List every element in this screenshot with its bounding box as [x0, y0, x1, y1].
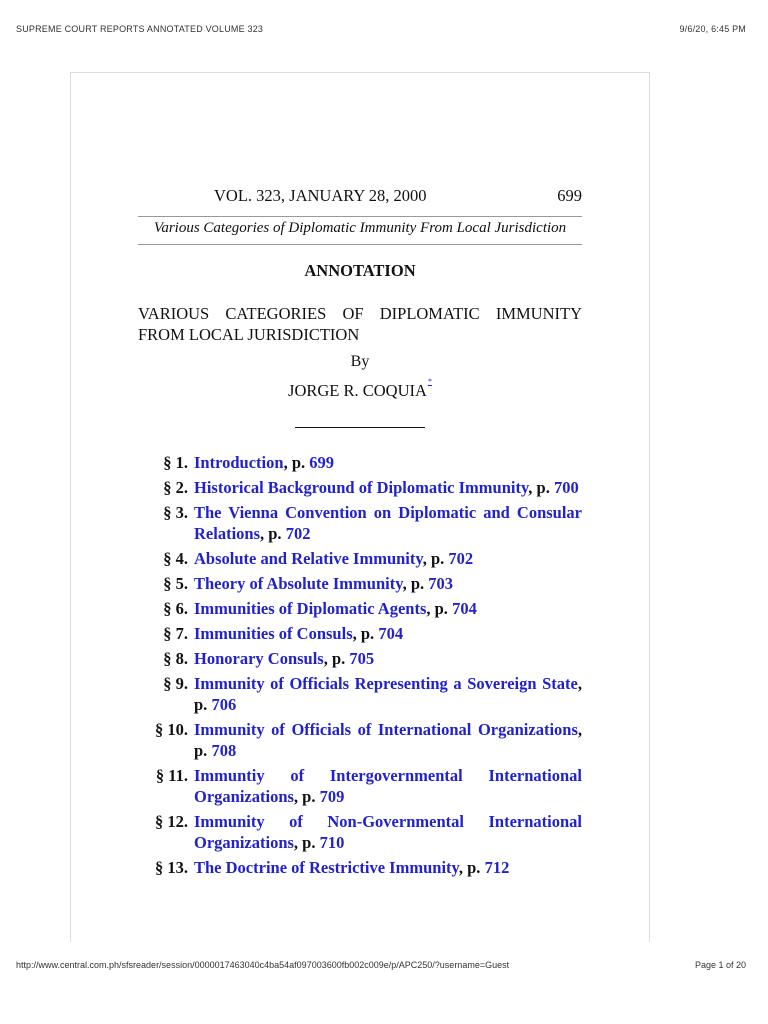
toc-page-link[interactable]: 702: [285, 524, 311, 543]
toc-section-number: § 4.: [163, 549, 188, 568]
toc-title-link[interactable]: Immunities of Consuls: [194, 624, 353, 643]
toc-entry: [194, 598, 582, 619]
running-head: [138, 186, 582, 206]
toc-page-link[interactable]: 699: [309, 453, 334, 472]
toc-title-link[interactable]: Historical Background of Diplomatic Immunity: [194, 478, 529, 497]
toc-page-label: , p.: [422, 549, 445, 568]
toc-item: [138, 623, 582, 644]
toc-section-number: § 7.: [163, 624, 188, 643]
toc-page-label: , p.: [260, 524, 282, 543]
toc-entry: [194, 719, 582, 761]
toc-page-link[interactable]: 700: [553, 478, 579, 497]
toc-page-link[interactable]: 705: [349, 649, 375, 668]
document-content: [138, 186, 582, 882]
toc-title-link[interactable]: Theory of Absolute Immunity: [194, 574, 403, 593]
toc-page-link[interactable]: 706: [211, 695, 237, 714]
toc-title-link[interactable]: Introduction: [194, 453, 284, 472]
toc-title-link[interactable]: Absolute and Relative Immunity: [194, 549, 423, 568]
toc-title-link[interactable]: Immunity of Officials of International Organizations: [194, 720, 578, 739]
toc-page-label: , p.: [194, 720, 582, 760]
annotation-title: VARIOUS CATEGORIES OF DIPLOMATIC IMMUNITY FROM LOCAL JURISDICTION: [138, 304, 582, 344]
toc-title-link[interactable]: Immuntiy of Intergovernmental International Organizations: [194, 766, 582, 806]
print-header: [16, 24, 746, 34]
toc-section-number: § 1.: [163, 453, 188, 472]
toc-title-link[interactable]: The Vienna Convention on Diplomatic and Consular Relations: [194, 503, 582, 543]
print-footer: [16, 960, 746, 970]
toc-page-label: , p.: [194, 674, 582, 714]
toc-item: [138, 502, 582, 544]
toc-page-label: , p.: [283, 453, 306, 472]
print-header-title: SUPREME COURT REPORTS ANNOTATED VOLUME 323: [16, 24, 264, 34]
toc-section-number: § 5.: [163, 574, 188, 593]
toc-item: [138, 452, 582, 473]
by-label: By: [350, 353, 370, 370]
toc-item: [138, 477, 582, 498]
toc-entry: [194, 765, 582, 807]
toc-section-number: § 13.: [155, 858, 188, 877]
toc-entry: [194, 452, 582, 473]
toc-entry: [194, 811, 582, 853]
running-head-volume: VOL. 323, JANUARY 28, 2000: [214, 186, 427, 205]
toc-entry: [194, 573, 582, 594]
print-footer-page: Page 1 of 20: [694, 960, 746, 970]
print-footer-url: http://www.central.com.ph/sfsreader/session/0000017463040c4ba54af097003600fb002c009e/p/APC250/?username=Guest: [16, 960, 510, 970]
toc-item: [138, 857, 582, 878]
toc-entry: [194, 648, 582, 669]
toc-entry: [194, 548, 582, 569]
toc-item: [138, 811, 582, 853]
toc-page-link[interactable]: 703: [428, 574, 453, 593]
toc-page-link[interactable]: 702: [448, 549, 474, 568]
toc-page-link[interactable]: 712: [484, 858, 510, 877]
toc-title-link[interactable]: The Doctrine of Restrictive Immunity: [194, 858, 459, 877]
toc-page-link[interactable]: 709: [319, 787, 345, 806]
toc-item: [138, 598, 582, 619]
subtitle-rule: [138, 244, 582, 245]
toc-item: [138, 648, 582, 669]
toc-entry: [194, 477, 582, 498]
toc-section-number: § 10.: [155, 720, 188, 739]
toc-title-link[interactable]: Immunities of Diplomatic Agents: [194, 599, 427, 618]
toc-entry: [194, 857, 582, 878]
toc-title-link[interactable]: Immunity of Non-Governmental International Organizations: [194, 812, 582, 852]
section-divider: [295, 427, 425, 428]
footnote-link[interactable]: *: [427, 377, 432, 386]
toc-page-link[interactable]: 708: [211, 741, 237, 760]
toc-item: [138, 548, 582, 569]
table-of-contents: [138, 452, 582, 878]
toc-title-link[interactable]: Immunity of Officials Representing a Sovereign State: [194, 674, 578, 693]
toc-section-number: § 12.: [155, 812, 188, 831]
toc-entry: [194, 623, 582, 644]
toc-entry: [194, 502, 582, 544]
author-name: [138, 372, 582, 401]
running-head-rule: [138, 216, 582, 217]
toc-item: [138, 719, 582, 761]
toc-page-label: , p.: [528, 478, 550, 497]
toc-item: [138, 573, 582, 594]
annotation-heading: ANNOTATION: [304, 261, 416, 280]
running-head-page-number: 699: [557, 186, 582, 205]
toc-entry: [194, 673, 582, 715]
toc-page-label: , p.: [352, 624, 375, 643]
author-name-text: JORGE R. COQUIA: [288, 381, 427, 400]
toc-page-label: , p.: [323, 649, 346, 668]
toc-page-label: , p.: [426, 599, 448, 618]
toc-page-link[interactable]: 704: [378, 624, 404, 643]
running-subtitle: Various Categories of Diplomatic Immunity From Local Jurisdiction: [153, 220, 567, 236]
toc-page-label: , p.: [293, 787, 316, 806]
toc-page-label: , p.: [458, 858, 481, 877]
toc-page-label: , p.: [402, 574, 425, 593]
toc-item: [138, 673, 582, 715]
toc-page-link[interactable]: 704: [452, 599, 477, 618]
toc-section-number: § 11.: [155, 766, 188, 785]
toc-item: [138, 765, 582, 807]
print-header-timestamp: 9/6/20, 6:45 PM: [679, 24, 746, 34]
toc-section-number: § 8.: [163, 649, 188, 668]
toc-page-label: , p.: [293, 833, 316, 852]
toc-section-number: § 3.: [163, 503, 188, 522]
toc-section-number: § 2.: [163, 478, 188, 497]
toc-section-number: § 9.: [163, 674, 188, 693]
toc-title-link[interactable]: Honorary Consuls: [194, 649, 324, 668]
toc-section-number: § 6.: [163, 599, 188, 618]
toc-page-link[interactable]: 710: [319, 833, 345, 852]
